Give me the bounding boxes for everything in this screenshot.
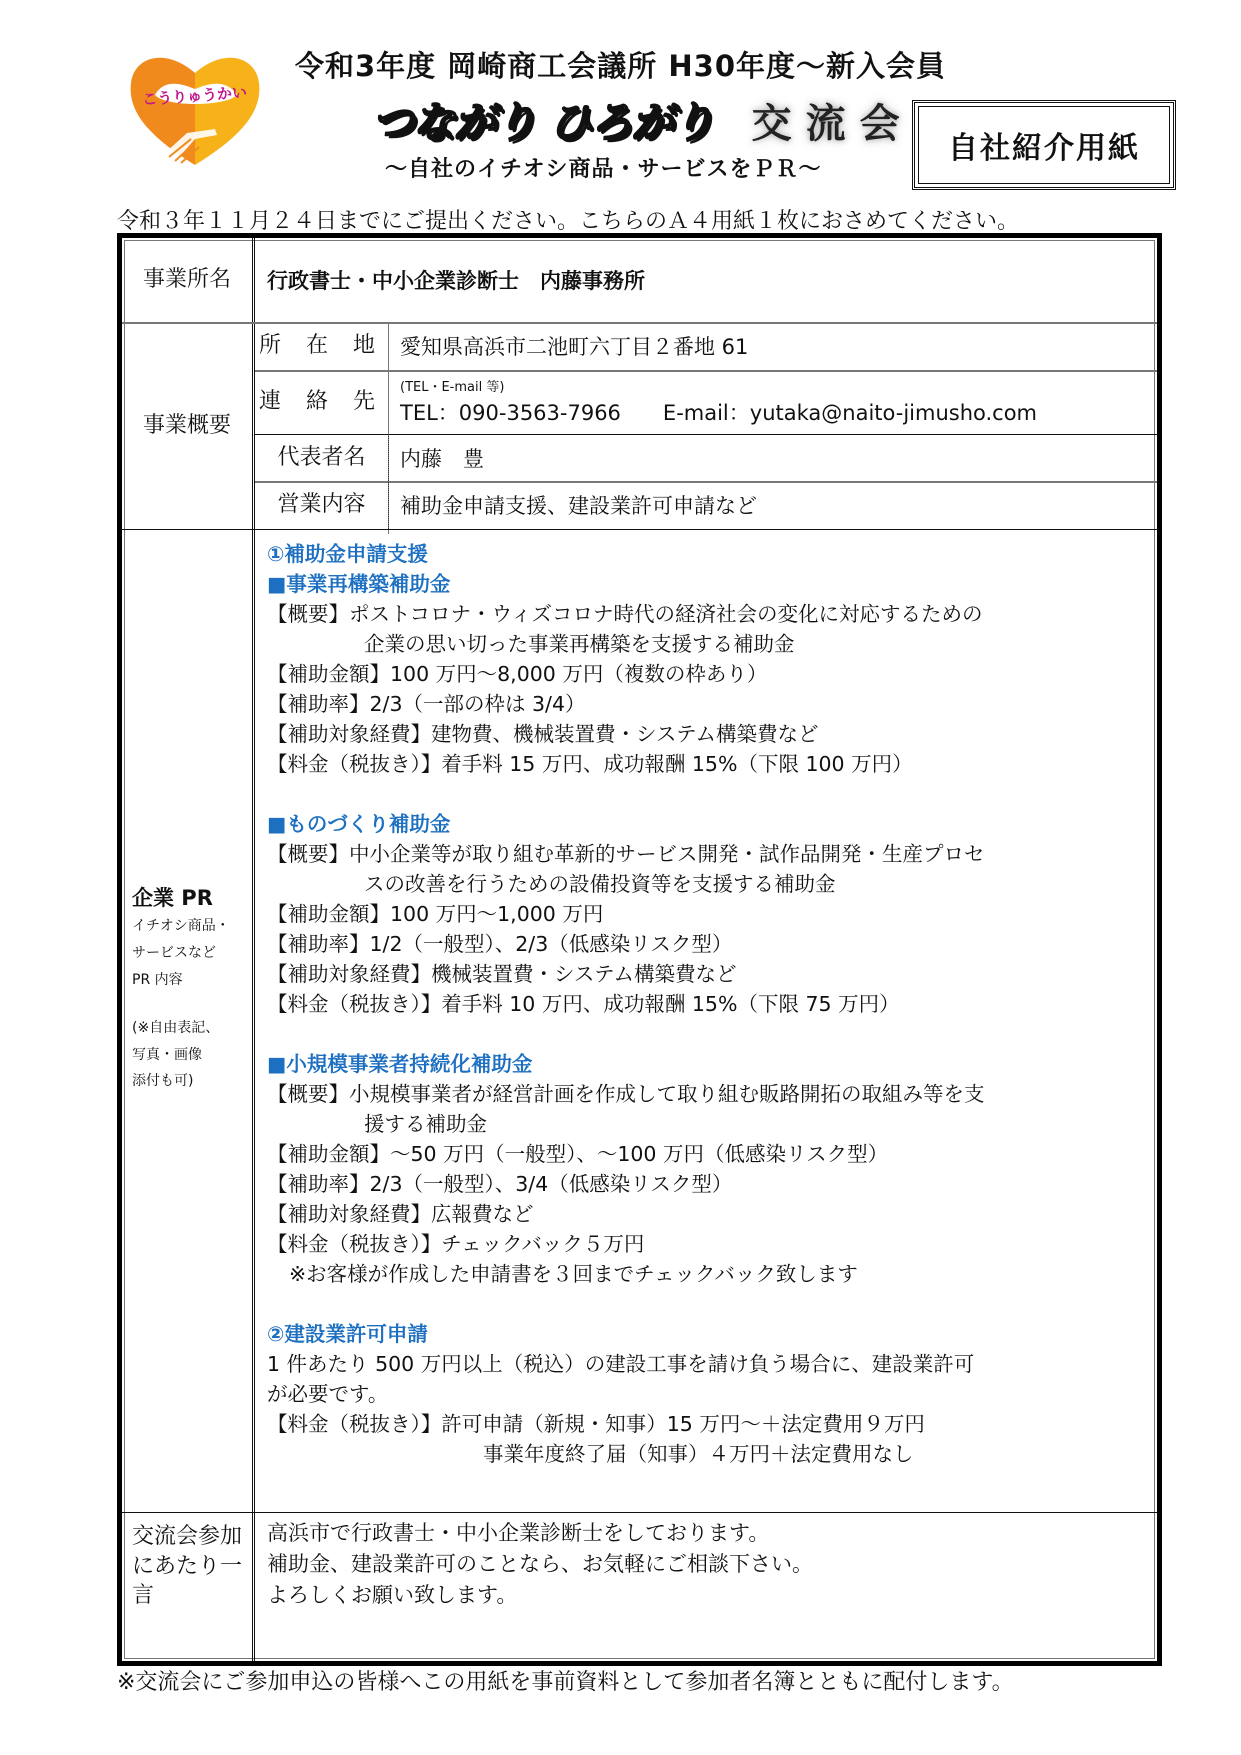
contact-cell <box>388 370 1157 434</box>
pr-line: 【補助金額】100 万円～8,000 万円（複数の枠あり） <box>267 662 768 686</box>
footer-note: ※交流会にご参加申込の皆様へこの用紙を事前資料として参加者名簿とともに配付します。 <box>117 1670 1014 1695</box>
message-line: 補助金、建設業許可のことなら、お気軽にご相談下さい。 <box>267 1552 813 1576</box>
pr-line: 【補助金額】100 万円～1,000 万円 <box>267 902 604 926</box>
pr-line: 【概要】ポストコロナ・ウィズコロナ時代の経済社会の変化に対応するための <box>267 602 983 626</box>
pr-label-note: (※自由表記、 <box>132 1020 220 1037</box>
pr-line: 【概要】小規模事業者が経営計画を作成して取り組む販路開拓の取組み等を支 <box>267 1082 985 1106</box>
contact-value: TEL：090-3563-7966 E-mail：yutaka@naito-jimusho.com <box>400 401 1038 425</box>
office-name-value: 行政書士・中小企業診断士 内藤事務所 <box>267 269 645 293</box>
header-kanji-text: 交流会 <box>751 99 914 147</box>
business-value: 補助金申請支援、建設業許可申請など <box>400 494 757 518</box>
pr-line: 【料金（税抜き）】着手料 15 万円、成功報酬 15%（下限 100 万円） <box>267 752 913 776</box>
pr-note: ※お客様が作成した申請書を３回までチェックバック致します <box>289 1262 858 1286</box>
overview-label: 事業概要 <box>142 412 231 438</box>
address-label: 所 在 地 <box>259 333 384 359</box>
subsection-title: ■事業再構築補助金 <box>267 572 451 596</box>
pr-label-note: 写真・画像 <box>132 1046 202 1063</box>
submission-notice: 令和３年１１月２４日までにご提出ください。こちらのＡ４用紙１枚におさめてください。 <box>117 209 1020 234</box>
pr-line: 【補助率】2/3（一部の枠は 3/4） <box>267 692 586 716</box>
pr-line: 事業年度終了届（知事）４万円＋法定費用なし <box>483 1442 914 1466</box>
form-title-box <box>912 100 1176 190</box>
pr-content-cell <box>255 529 1157 1512</box>
intro-form-table <box>117 233 1162 1666</box>
pr-line: 企業の思い切った事業再構築を支援する補助金 <box>364 632 795 656</box>
pr-line: スの改善を行うための設備投資等を支援する補助金 <box>364 872 836 896</box>
pr-line: 【補助対象経費】機械装置費・システム構築費など <box>267 962 737 986</box>
subsection-title: ■ものづくり補助金 <box>267 812 451 836</box>
logo-text: こうりゅうかい <box>141 83 248 109</box>
section-title: ①補助金申請支援 <box>267 542 428 566</box>
pr-line: 援する補助金 <box>364 1112 487 1136</box>
office-name-label: 事業所名 <box>142 267 231 293</box>
pr-line: 【補助対象経費】広報費など <box>267 1202 534 1226</box>
pr-line: 【補助率】2/3（一般型）、3/4（低感染リスク型） <box>267 1172 733 1196</box>
header-title: 令和3年度 岡崎商工会議所 H30年度～新入会員 <box>295 49 946 83</box>
header-event-name <box>372 90 914 150</box>
pr-label-title: 企業 PR <box>132 886 213 910</box>
pr-line: 【概要】中小企業等が取り組む革新的サービス開発・試作品開発・生産プロセ <box>267 842 985 866</box>
header-stylized-text: つながり ひろがり <box>372 98 714 147</box>
pr-line: が必要です。 <box>267 1382 389 1406</box>
contact-label: 連 絡 先 <box>259 389 384 415</box>
header-subtitle: ～自社のイチオシ商品・サービスをＰＲ～ <box>385 157 822 182</box>
representative-value: 内藤 豊 <box>400 446 484 471</box>
pr-label-cell <box>122 529 252 1512</box>
pr-line: 【料金（税抜き）】着手料 10 万円、成功報酬 15%（下限 75 万円） <box>267 992 900 1016</box>
pr-line: 【補助率】1/2（一般型）、2/3（低感染リスク型） <box>267 932 733 956</box>
representative-label: 代表者名 <box>277 444 366 470</box>
pr-line: 【料金（税抜き）】許可申請（新規・知事）15 万円～＋法定費用９万円 <box>267 1412 925 1436</box>
business-label: 営業内容 <box>277 492 366 518</box>
address-value: 愛知県高浜市二池町六丁目２番地 61 <box>400 335 749 359</box>
pr-line: 1 件あたり 500 万円以上（税込）の建設工事を請け負う場合に、建設業許可 <box>267 1352 975 1376</box>
message-line: よろしくお願い致します。 <box>267 1583 518 1607</box>
pr-label-note: 添付も可) <box>132 1073 194 1090</box>
pr-label-line: イチオシ商品・ <box>132 918 230 935</box>
message-line: 高浜市で行政書士・中小企業診断士をしております。 <box>267 1521 770 1545</box>
message-label: 交流会参加にあたり一言 <box>132 1524 243 1609</box>
heart-handshake-logo <box>125 45 265 170</box>
pr-line: 【補助対象経費】建物費、機械装置費・システム構築費など <box>267 722 819 746</box>
pr-line: 【料金（税抜き）】チェックバック５万円 <box>267 1232 645 1256</box>
section-title: ②建設業許可申請 <box>267 1322 428 1346</box>
contact-note: (TEL・E-mail 等) <box>400 380 505 395</box>
pr-label-line: サービスなど <box>132 944 216 961</box>
pr-line: 【補助金額】～50 万円（一般型）、～100 万円（低感染リスク型） <box>267 1142 889 1166</box>
subsection-title: ■小規模事業者持続化補助金 <box>267 1052 533 1076</box>
form-title: 自社紹介用紙 <box>948 131 1140 166</box>
pr-label-line: PR 内容 <box>132 971 183 988</box>
message-cell <box>255 1512 1157 1661</box>
